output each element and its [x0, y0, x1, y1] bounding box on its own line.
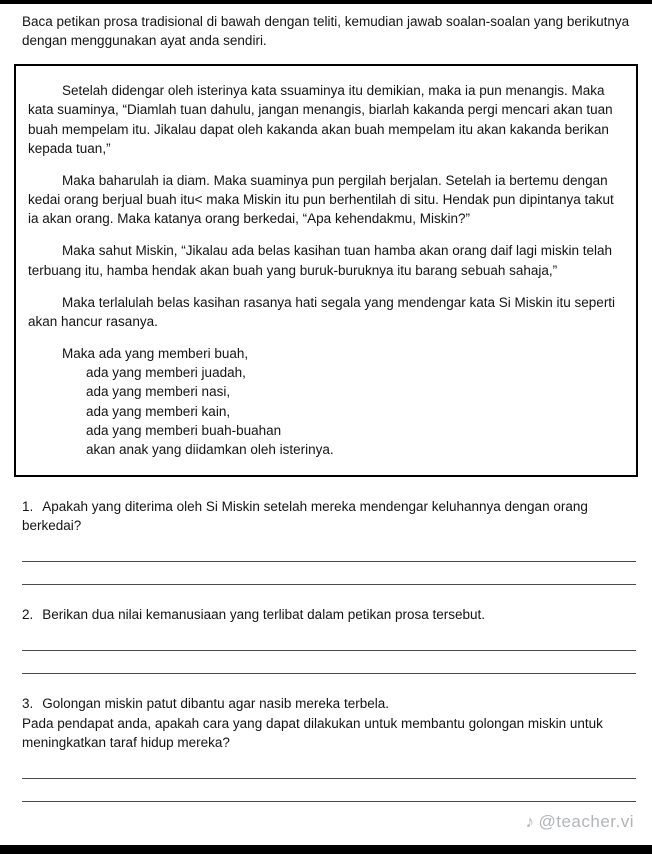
question-2	[22, 605, 636, 674]
question-3-prompt: Golongan miskin patut dibantu agar nasib mereka terbela.	[42, 696, 389, 712]
verse-line: ada yang memberi kain,	[86, 403, 231, 419]
answer-line	[22, 584, 636, 585]
verse-line: Maka ada yang memberi buah,	[62, 346, 249, 362]
passage-paragraph-2: Maka baharulah ia diam. Maka suaminya pun pergilah berjalan. Setelah ia bertemu dengan kedai orang berjual buah itu< maka Miskin itu pun berhentilah di situ. Hendak pun dipintanya takut ia akan orang. Maka katanya orang berkedai, “Apa kehendakmu, Miskin?”	[28, 172, 614, 227]
question-1-text	[22, 497, 636, 535]
answer-line	[22, 778, 636, 779]
verse-line: ada yang memberi buah-buahan	[86, 422, 282, 438]
verse-line: akan anak yang diidamkan oleh isterinya.	[86, 441, 334, 457]
question-3-text	[22, 694, 636, 713]
question-1-prompt: Apakah yang diterima oleh Si Miskin setelah mereka mendengar keluhannya dengan orang berkedai?	[22, 498, 588, 534]
question-2-prompt: Berikan dua nilai kemanusiaan yang terlibat dalam petikan prosa tersebut.	[42, 607, 486, 623]
question-3-subtext: Pada pendapat anda, apakah cara yang dapat dilakukan untuk membantu golongan miskin untuk meningkatkan taraf hidup mereka?	[22, 715, 603, 750]
passage-box	[14, 64, 638, 477]
question-2-text	[22, 605, 636, 624]
passage-paragraph-4: Maka terlalulah belas kasihan rasanya hati segala yang mendengar kata Si Miskin itu seperti akan hancur rasanya.	[28, 294, 616, 329]
verse-line: ada yang memberi juadah,	[86, 365, 246, 381]
question-2-number: 2.	[22, 607, 34, 623]
answer-line	[22, 673, 636, 674]
watermark-handle: @teacher.vi	[538, 811, 634, 831]
answer-line	[22, 801, 636, 802]
watermark	[525, 810, 634, 834]
question-1	[22, 497, 636, 585]
answer-line	[22, 561, 636, 562]
question-3-number: 3.	[22, 696, 34, 712]
bottom-edge-bar	[0, 845, 652, 854]
worksheet-page	[0, 4, 652, 802]
passage-paragraph-3: Maka sahut Miskin, “Jikalau ada belas kasihan tuan hamba akan orang daif lagi miskin telah terbuang itu, hamba hendak akan buah yang buruk-buruknya itu barang sebuah sahaja,”	[28, 243, 613, 278]
verse-line: ada yang memberi nasi,	[86, 384, 231, 400]
question-3	[22, 694, 636, 801]
answer-line	[22, 650, 636, 651]
music-note-icon: ♪	[525, 811, 535, 831]
passage-verse	[28, 344, 624, 459]
question-1-number: 1.	[22, 498, 34, 514]
passage-paragraph-1: Setelah didengar oleh isterinya kata ssuaminya itu demikian, maka ia pun menangis. Maka kata suaminya, “Diamlah tuan dahulu, jangan menangis, biarlah kakanda pergi mencari akan tuan buah mempelam itu. Jikalau dapat oleh kakanda akan buah mempelam itu akan kakanda berikan kepada tuan,”	[28, 83, 613, 156]
instruction-text: Baca petikan prosa tradisional di bawah dengan teliti, kemudian jawab soalan-soalan yang berikutnya dengan menggunakan ayat anda sendiri.	[22, 14, 630, 49]
